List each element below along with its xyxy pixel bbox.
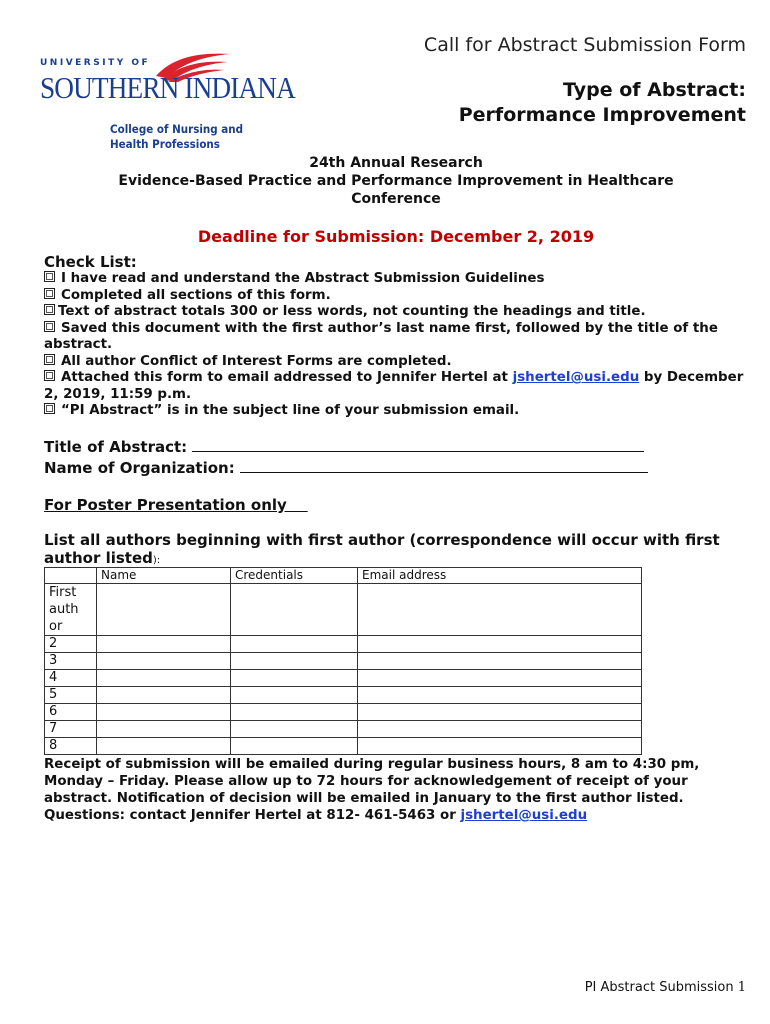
email-link[interactable]: jshertel@usi.edu — [512, 370, 640, 385]
row-label: 4 — [45, 670, 97, 687]
credentials-cell[interactable] — [231, 584, 358, 636]
checklist-title: Check List: — [44, 253, 137, 271]
checkbox-icon[interactable] — [44, 321, 55, 332]
abstract-type — [459, 78, 746, 128]
name-cell[interactable] — [97, 670, 231, 687]
email-cell[interactable] — [358, 636, 642, 653]
table-header-cell: Credentials — [231, 568, 358, 584]
credentials-cell[interactable] — [231, 704, 358, 721]
page-footer — [585, 980, 746, 995]
checklist-item: Attached this form to email addressed to Jennifer Hertel at jshertel@usi.edu by December 2, 2019, 11:59 p.m. — [44, 370, 744, 402]
email-cell[interactable] — [358, 687, 642, 704]
title-label: Title of Abstract: — [44, 438, 188, 456]
logo-name: SOUTHERN INDIANA — [40, 70, 295, 105]
credentials-cell[interactable] — [231, 721, 358, 738]
name-cell[interactable] — [97, 584, 231, 636]
checkbox-icon[interactable] — [44, 304, 55, 315]
conference-line3: Conference — [351, 191, 441, 207]
authors-instructions: List all authors beginning with first author (correspondence will occur with first author listed): — [44, 531, 720, 567]
checklist-item: Text of abstract totals 300 or less words, not counting the headings and title. — [44, 304, 754, 321]
table-row — [45, 584, 642, 636]
row-label: 2 — [45, 636, 97, 653]
table-row — [45, 704, 642, 721]
checkbox-icon[interactable] — [44, 403, 55, 414]
table-header-cell — [45, 568, 97, 584]
checkbox-icon[interactable] — [44, 271, 55, 282]
email-cell[interactable] — [358, 653, 642, 670]
row-label: 8 — [45, 738, 97, 755]
contact-email-link[interactable]: jshertel@usi.edu — [460, 808, 588, 823]
table-header-cell: Email address — [358, 568, 642, 584]
name-cell[interactable] — [97, 738, 231, 755]
page-number: 1 — [737, 980, 746, 995]
table-row — [45, 721, 642, 738]
email-cell[interactable] — [358, 584, 642, 636]
table-row — [45, 687, 642, 704]
email-cell[interactable] — [358, 670, 642, 687]
row-label: 5 — [45, 687, 97, 704]
title-input-line[interactable] — [192, 437, 644, 452]
row-label: 3 — [45, 653, 97, 670]
usi-logo — [40, 48, 295, 158]
credentials-cell[interactable] — [231, 653, 358, 670]
footer-label: PI Abstract Submission — [584, 980, 738, 995]
credentials-cell[interactable] — [231, 738, 358, 755]
deadline: Deadline for Submission: December 2, 2019 — [197, 227, 595, 246]
name-cell[interactable] — [97, 687, 231, 704]
poster-presentation: For Poster Presentation only — [44, 496, 308, 514]
credentials-cell[interactable] — [231, 636, 358, 653]
table-header-row — [45, 568, 642, 584]
title-field — [44, 437, 644, 456]
organization-input-line[interactable] — [240, 458, 648, 473]
table-header-cell: Name — [97, 568, 231, 584]
name-cell[interactable] — [97, 704, 231, 721]
logo-university-of: UNIVERSITY OF — [40, 58, 151, 68]
checkbox-icon[interactable] — [44, 288, 55, 299]
credentials-cell[interactable] — [231, 670, 358, 687]
checklist-item: I have read and understand the Abstract Submission Guidelines — [44, 271, 754, 288]
name-cell[interactable] — [97, 636, 231, 653]
credentials-cell[interactable] — [231, 687, 358, 704]
table-row — [45, 636, 642, 653]
checklist-item: Saved this document with the first author’s last name first, followed by the title of the abstract. — [44, 320, 718, 352]
checklist-item: Completed all sections of this form. — [44, 288, 754, 305]
abstract-type-label: Type of Abstract: — [563, 79, 746, 101]
name-cell[interactable] — [97, 653, 231, 670]
table-row — [45, 670, 642, 687]
logo-college-line1: College of Nursing and — [110, 122, 244, 136]
authors-table — [44, 567, 642, 755]
logo-college-line2: Health Professions — [110, 137, 220, 151]
name-cell[interactable] — [97, 721, 231, 738]
conference-title — [40, 154, 752, 208]
organization-field — [44, 458, 648, 477]
email-cell[interactable] — [358, 738, 642, 755]
email-cell[interactable] — [358, 704, 642, 721]
checkbox-icon[interactable] — [44, 370, 55, 381]
row-label: 6 — [45, 704, 97, 721]
table-row — [45, 653, 642, 670]
receipt-notice: Receipt of submission will be emailed during regular business hours, 8 am to 4:30 pm, Monday – Friday. Please allow up to 72 hours for acknowledgement of receipt of your abstract. Notification of decision will be emailed in January to the first author listed. Questions: contact Jennifer Hertel at 812- 461-5463 or jshertel@usi.edu — [44, 757, 700, 823]
row-label: 7 — [45, 721, 97, 738]
conference-line2: Evidence-Based Practice and Performance Improvement in Healthcare — [118, 173, 674, 189]
logo-college — [110, 122, 243, 152]
email-cell[interactable] — [358, 721, 642, 738]
organization-label: Name of Organization: — [44, 459, 235, 477]
checklist — [44, 271, 754, 420]
table-row — [45, 738, 642, 755]
row-label: First auth or — [45, 584, 97, 636]
abstract-type-value: Performance Improvement — [458, 104, 746, 126]
checklist-item: All author Conflict of Interest Forms are completed. — [44, 354, 754, 371]
conference-line1: 24th Annual Research — [309, 155, 483, 171]
form-title: Call for Abstract Submission Form — [423, 34, 746, 56]
checklist-item: “PI Abstract” is in the subject line of your submission email. — [44, 403, 754, 420]
checkbox-icon[interactable] — [44, 354, 55, 365]
